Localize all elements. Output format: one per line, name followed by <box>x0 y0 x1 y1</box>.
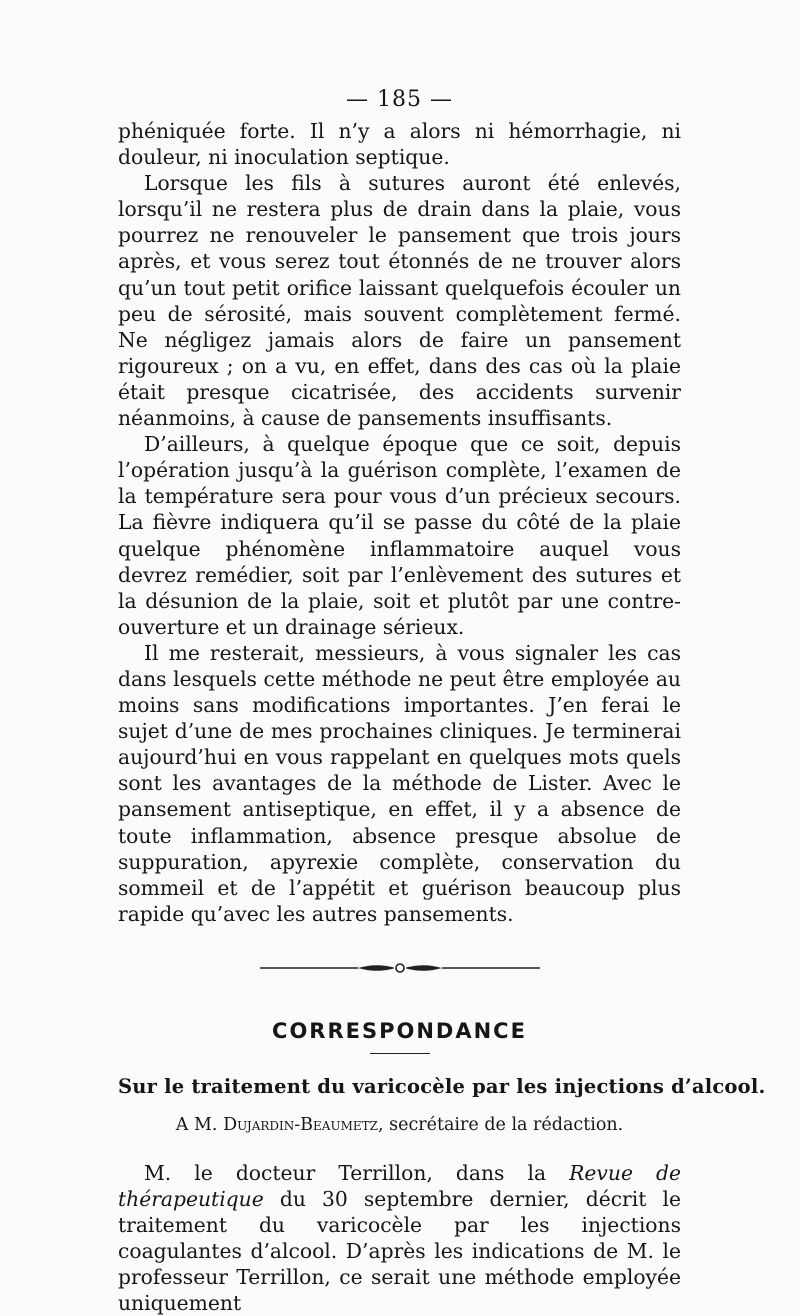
article-body-rest: du 30 septembre dernier, décrit le traitement du varicocèle par les injections coagulantes d’alcool. D’après les indications de M. le professeur Terrillon, ce serait une méthode employée uniquement <box>118 1187 681 1316</box>
paragraph-2: Lorsque les fils à sutures auront été enlevés, lorsqu’il ne restera plus de drain dans la plaie, vous pourrez ne renouveler le pansement que trois jours après, et vous serez tout étonnés de ne trouver alors qu’un tout petit orifice laissant quelquefois écouler un peu de sérosité, mais souvent complètement fermé. Ne négligez jamais alors de faire un pansement rigoureux ; on a vu, en effet, dans des cas où la plaie était presque cicatrisée, des accidents survenir néanmoins, à cause de pansements insuffisants. <box>118 171 681 431</box>
paragraph-3: D’ailleurs, à quelque époque que ce soit, depuis l’opération jusqu’à la guérison complète, l’examen de la température sera pour vous d’un précieux secours. La fièvre indiquera qu’il se passe du côté de la plaie quelque phénomène inflammatoire auquel vous devrez remédier, soit par l’enlèvement des sutures et la désunion de la plaie, soit et plutôt par une contre-ouverture et un drainage sérieux. <box>118 432 681 639</box>
ornament-divider <box>260 961 540 975</box>
journal-name: Revue de thérapeutique <box>118 1160 681 1211</box>
paragraph-4: Il me resterait, messieurs, à vous signaler les cas dans lesquels cette méthode ne peut être employée au moins sans modifications importantes. J’en ferai le sujet d’une de mes prochaines cliniques. Je terminerai aujourd’hui en vous rappelant en quelques mots quels sont les avantages de la méthode de Lister. Avec le pansement antiseptique, en effet, il y a absence de toute inflammation, absence presque absolue de suppuration, apyrexie complète, conservation du sommeil et de l’appétit et guérison beaucoup plus rapide qu’avec les autres pansements. <box>118 640 681 926</box>
address-name: Dujardin-Beaumetz, <box>223 1114 384 1135</box>
article-paragraph <box>118 1160 681 1316</box>
article-title: Sur le traitement du varicocèle par les injections d’alcool. <box>118 1074 766 1098</box>
address-line <box>118 1112 681 1138</box>
paragraph-1: phéniquée forte. Il n’y a alors ni hémorrhagie, ni douleur, ni inoculation septique. <box>118 119 681 170</box>
address-prefix: A M. <box>175 1114 218 1135</box>
section-title: CORRESPONDANCE <box>272 1018 527 1043</box>
document-page <box>118 84 766 1316</box>
title-rule <box>370 1053 430 1054</box>
article-body-start: M. le docteur Terrillon, dans la <box>144 1160 570 1185</box>
address-suffix: secrétaire de la rédaction. <box>389 1114 624 1135</box>
page-number: — 185 — <box>346 87 453 112</box>
